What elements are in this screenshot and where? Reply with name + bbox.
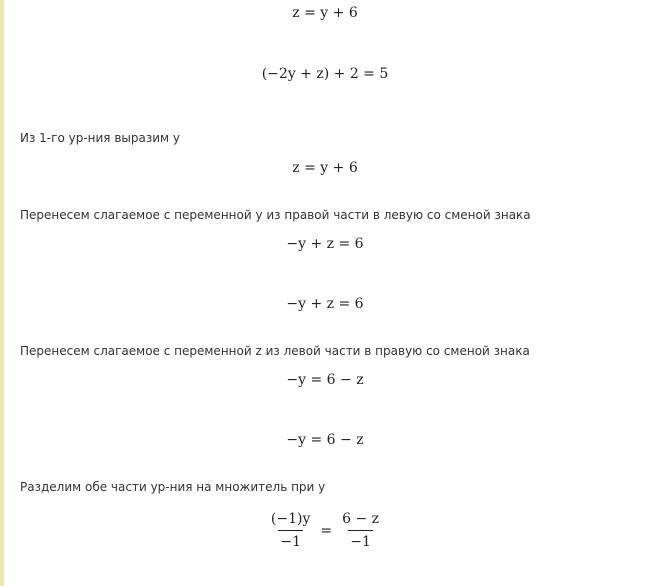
equation-moved-y: −y + z = 6 xyxy=(286,236,364,252)
equation-moved-y-repeat: −y + z = 6 xyxy=(286,296,364,312)
left-fraction xyxy=(269,510,312,551)
right-numerator: 6 − z xyxy=(342,511,380,527)
fraction-equation xyxy=(4,510,646,551)
left-denominator: −1 xyxy=(278,530,303,551)
right-fraction xyxy=(340,510,381,551)
step-text-move-z-right: Перенесем слагаемое с переменной z из левой части в правую со сменой знака xyxy=(20,344,530,358)
right-denominator: −1 xyxy=(348,530,373,551)
left-accent-border xyxy=(0,0,4,586)
step-text-divide: Разделим обе части ур-ния на множитель при y xyxy=(20,480,326,494)
equation-z-expressed: z = y + 6 xyxy=(292,160,358,176)
step-text-express-y: Из 1-го ур-ния выразим y xyxy=(20,131,180,145)
step-text-move-y-left: Перенесем слагаемое с переменной y из правой части в левую со сменой знака xyxy=(20,208,531,222)
fraction-equals-sign: = xyxy=(320,522,333,539)
equation-system-second: (−2y + z) + 2 = 5 xyxy=(261,66,389,82)
left-numerator: (−1)y xyxy=(270,511,311,527)
equation-moved-z: −y = 6 − z xyxy=(286,372,364,388)
equation-z-equals-y-plus-6: z = y + 6 xyxy=(292,5,358,21)
equation-moved-z-repeat: −y = 6 − z xyxy=(286,432,364,448)
